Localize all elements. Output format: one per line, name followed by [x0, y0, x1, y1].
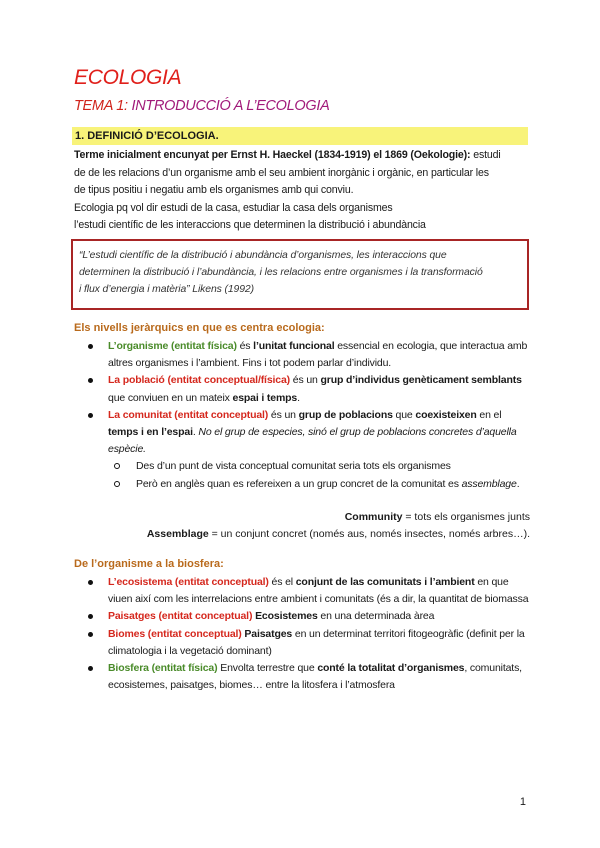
definition-assemblage — [74, 526, 530, 543]
quote-line: “L’estudi científic de la distribució i abundància d’organismes, les interaccions que — [79, 250, 447, 261]
document-subtitle — [74, 98, 329, 114]
list-item-poblacio — [84, 372, 534, 406]
item-text: que conviuen en un mateix — [108, 391, 233, 404]
item-text: . — [192, 426, 199, 439]
item-text: és — [236, 340, 254, 352]
item-text: en un determinat territori fitogeogràfic (definit per la climatologia i la vegetació dominant) — [108, 627, 525, 657]
document-title: ECOLOGIA — [74, 66, 182, 89]
list-item-ecosistema — [84, 574, 534, 608]
sub-list-item: Des d’un punt de vista conceptual comunitat seria tots els organismes — [108, 458, 534, 475]
item-text: en una determinada àrea — [317, 610, 435, 623]
definition-community — [74, 509, 530, 526]
list-item-comunitat — [84, 407, 534, 493]
item-text: és un — [268, 408, 299, 421]
term-label: L’ecosistema (entitat conceptual) — [108, 576, 269, 588]
quote-line: i flux d’energia i matèria” Likens (1992) — [79, 284, 254, 295]
term-label: Paisatges (entitat conceptual) — [108, 610, 253, 623]
item-bold-text: l’unitat funcional — [253, 340, 335, 352]
definition-paragraph — [74, 147, 534, 235]
item-bold-text: conté la totalitat d’organismes — [317, 662, 465, 675]
item-text: és un — [290, 374, 321, 387]
item-text: en el — [476, 408, 502, 421]
item-text: Però en anglès quan es refereixen a un grup concret de la comunitat es — [136, 477, 462, 490]
item-text: que — [392, 408, 416, 421]
biosfera-heading: De l’organisme a la biosfera: — [74, 558, 224, 570]
paragraph-line: de de les relacions d’un organisme amb el seu ambient inorgànic i orgànic, en particular les — [74, 166, 489, 179]
biosfera-list — [84, 574, 534, 694]
item-text: , comunitats, ecosistemes, paisatges, biomes… entre la litosfera i l’atmosfera — [108, 662, 522, 692]
definition-term: Community — [344, 511, 403, 523]
definition-text: = tots els organismes junts — [402, 511, 530, 523]
item-text: és el — [268, 576, 296, 588]
paragraph-line: de tipus positiu i negatiu amb els organismes amb qui conviu. — [74, 184, 354, 196]
item-italic-text: No el grup de especies, sinó el grup de poblacions concretes d’aquella espècie. — [108, 426, 517, 456]
item-bold-text: conjunt de las comunitats i l’ambient — [295, 576, 475, 588]
list-item-biosfera — [84, 660, 534, 694]
likens-quote-box — [71, 239, 529, 310]
paragraph-line — [74, 147, 534, 165]
paragraph-line: l’estudi científic de les interaccions que determinen la distribució i abundància — [74, 219, 426, 231]
quote-line: determinen la distribució i l’abundància, i les relacions entre organismes i la transformació — [79, 267, 483, 278]
item-text: en que viuen així com les interrelacions entre ambient i comunitats (és a dir, la quantitat de biomassa — [108, 576, 529, 606]
list-item-organisme — [84, 338, 534, 372]
levels-list — [84, 338, 534, 493]
term-label: La comunitat (entitat conceptual) — [108, 408, 269, 421]
subtitle-text: INTRODUCCIÓ A L’ECOLOGIA — [131, 98, 330, 114]
community-assemblage-definitions — [74, 509, 530, 543]
comunitat-sublist — [108, 458, 534, 492]
term-label: La població (entitat conceptual/física) — [108, 374, 291, 387]
item-bold-text: Ecosistemes — [255, 610, 318, 623]
levels-heading: Els nivells jeràrquics en que es centra ecologia: — [74, 322, 325, 334]
term-label: Biosfera (entitat física) — [108, 662, 218, 675]
definition-term: Assemblage — [146, 528, 209, 540]
paragraph-text: estudi — [470, 149, 501, 161]
item-italic-text: assemblage — [461, 477, 517, 490]
item-text: Envolta terrestre que — [217, 662, 318, 675]
section-heading-definition: 1. DEFINICIÓ D’ECOLOGIA. — [72, 127, 528, 145]
definition-text: = un conjunt concret (només aus, només insectes, només arbres…). — [208, 528, 530, 540]
item-bold-text: Paisatges — [244, 627, 293, 640]
page-number: 1 — [519, 796, 526, 808]
list-item-paisatges — [84, 608, 534, 625]
list-item-biomes — [84, 626, 534, 660]
item-bold-text: temps i en l’espai — [108, 426, 193, 439]
item-bold-text: coexisteixen — [415, 408, 477, 421]
item-text: . — [516, 477, 520, 490]
item-bold-text: grup d’individus genèticament semblants — [320, 374, 522, 387]
item-text: . — [297, 391, 300, 404]
term-label: L’organisme (entitat física) — [108, 340, 237, 352]
item-bold-text: grup de poblacions — [298, 408, 393, 421]
item-bold-text: espai i temps — [232, 391, 298, 404]
term-label: Biomes (entitat conceptual) — [108, 627, 242, 640]
item-text: essencial en ecologia, que interactua amb altres organismes i l’ambient. Fins i tot podem parlar d’individu. — [108, 340, 528, 370]
sub-list-item — [108, 476, 534, 493]
paragraph-line: Ecologia pq vol dir estudi de la casa, estudiar la casa dels organismes — [74, 201, 393, 214]
subtitle-number: TEMA 1: — [74, 98, 128, 114]
paragraph-bold-text: Terme inicialment encunyat per Ernst H. Haeckel (1834-1919) el 1869 (Oekologie): — [74, 149, 471, 161]
